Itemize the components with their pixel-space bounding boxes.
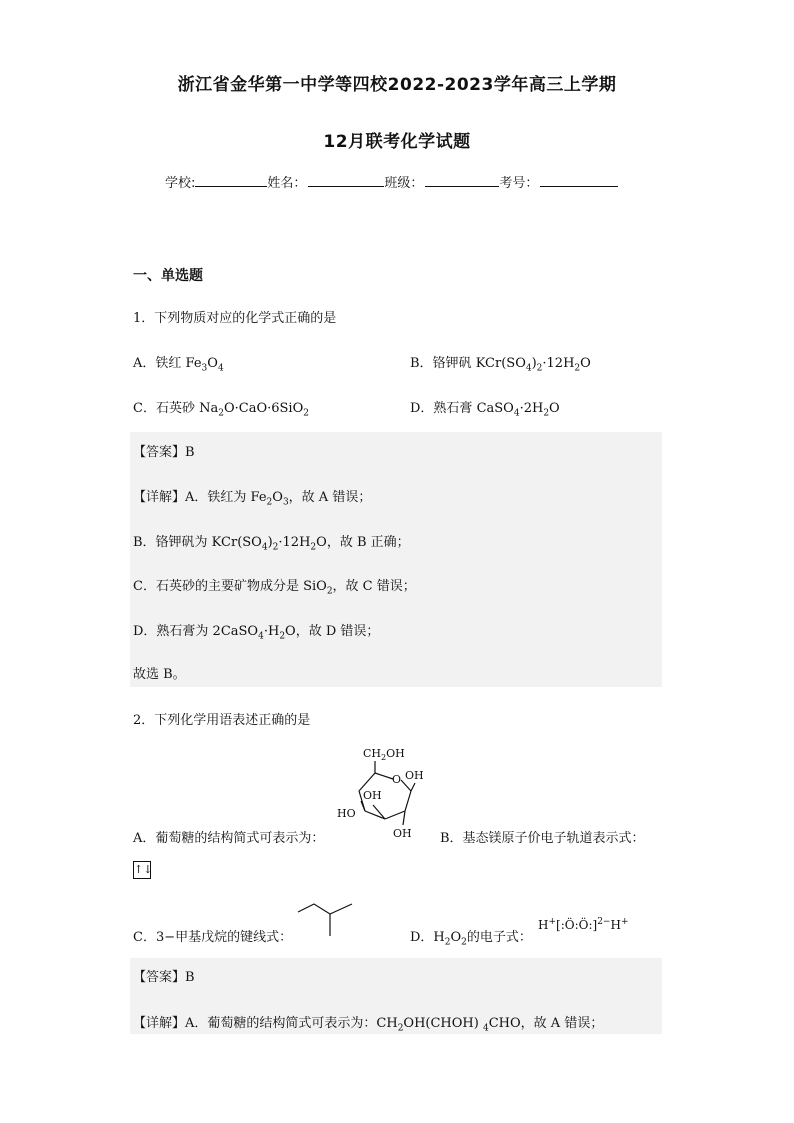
q1-option-d-label: D．熟石膏	[410, 401, 477, 416]
glucose-structure-image	[335, 743, 435, 843]
q1-option-b: B．铬钾矾 $KCr(SO_4)_2\cdot 12H_2O$	[410, 356, 591, 374]
q1-option-a-label: A．铁红	[133, 356, 186, 371]
title-line-1: 浙江省金华第一中学等四校2022-2023学年高三上学期	[177, 75, 617, 95]
number-blank	[540, 174, 618, 187]
section-heading: 一、单选题	[133, 268, 203, 284]
q1-option-b-label: B．铬钾矾	[410, 356, 476, 371]
methylpentane-skeletal-image	[296, 900, 360, 940]
glucose-label-oh-3: OH	[393, 827, 412, 840]
q1-answer: 【答案】B	[133, 445, 195, 460]
glucose-label-oh-1: OH	[405, 769, 424, 782]
q1-detail-d: D．熟石膏为 $2CaSO_4\cdot H_2O$，故 D 错误；	[133, 624, 380, 642]
q1-option-a: A．铁红 $Fe_3O_4$	[133, 356, 224, 374]
school-blank	[195, 174, 267, 187]
q1-detail-a: 【详解】A．铁红为 $Fe_2O_3$，故 A 错误；	[133, 490, 372, 508]
q1-detail-b: B．铬钾矾为 $KCr(SO_4)_2\cdot 12H_2O$，故 B 正确；	[133, 535, 410, 553]
glucose-label-ring-o: O	[392, 773, 402, 786]
magnesium-orbital-box: ↑↓	[133, 861, 151, 879]
title-line-2: 12月联考化学试题	[323, 132, 471, 152]
glucose-label-ho: HO	[337, 807, 356, 820]
student-info-row	[165, 172, 618, 191]
q2-detail-a: 【详解】A．葡萄糖的结构简式可表示为：$CH_2OH(CHOH)$ $_4$CHO，故 A 错误；	[133, 1016, 604, 1034]
glucose-label-oh-2: OH	[363, 789, 382, 802]
class-label: 班级：	[384, 176, 424, 191]
q2-stem: 2．下列化学用语表述正确的是	[133, 713, 311, 728]
q1-detail-c: C．石英砂的主要矿物成分是 SiO$_2$，故 C 错误；	[133, 579, 416, 597]
h2o2-electron-formula: H+[:Ö:Ö:]$^{2-}$H+	[538, 917, 629, 932]
q2-option-a: A．葡萄糖的结构简式可表示为：	[133, 831, 325, 846]
q1-stem: 1．下列物质对应的化学式正确的是	[133, 311, 337, 326]
q1-option-d: D．熟石膏 $CaSO_4\cdot 2H_2O$	[410, 401, 560, 419]
name-blank	[308, 174, 384, 187]
name-label: 姓名：	[267, 176, 307, 191]
q2-option-c: C．3−甲基戊烷的键线式：	[133, 930, 293, 945]
q1-detail-conclusion: 故选 B。	[133, 667, 186, 682]
class-blank	[425, 174, 499, 187]
q1-answer-block	[130, 432, 662, 687]
q1-option-c-label: C．石英砂	[133, 401, 200, 416]
q2-answer: 【答案】B	[133, 970, 195, 985]
school-label: 学校:	[165, 176, 196, 191]
number-label: 考号：	[499, 176, 539, 191]
glucose-label-ch2oh: $CH_2OH$	[363, 747, 405, 762]
q1-option-c: C．石英砂 $Na_2O\cdot CaO\cdot 6SiO_2$	[133, 401, 309, 419]
q2-option-d: D．$H_2O_2$的电子式：	[410, 930, 532, 948]
q2-option-b: B．基态镁原子价电子轨道表示式：	[440, 831, 645, 846]
